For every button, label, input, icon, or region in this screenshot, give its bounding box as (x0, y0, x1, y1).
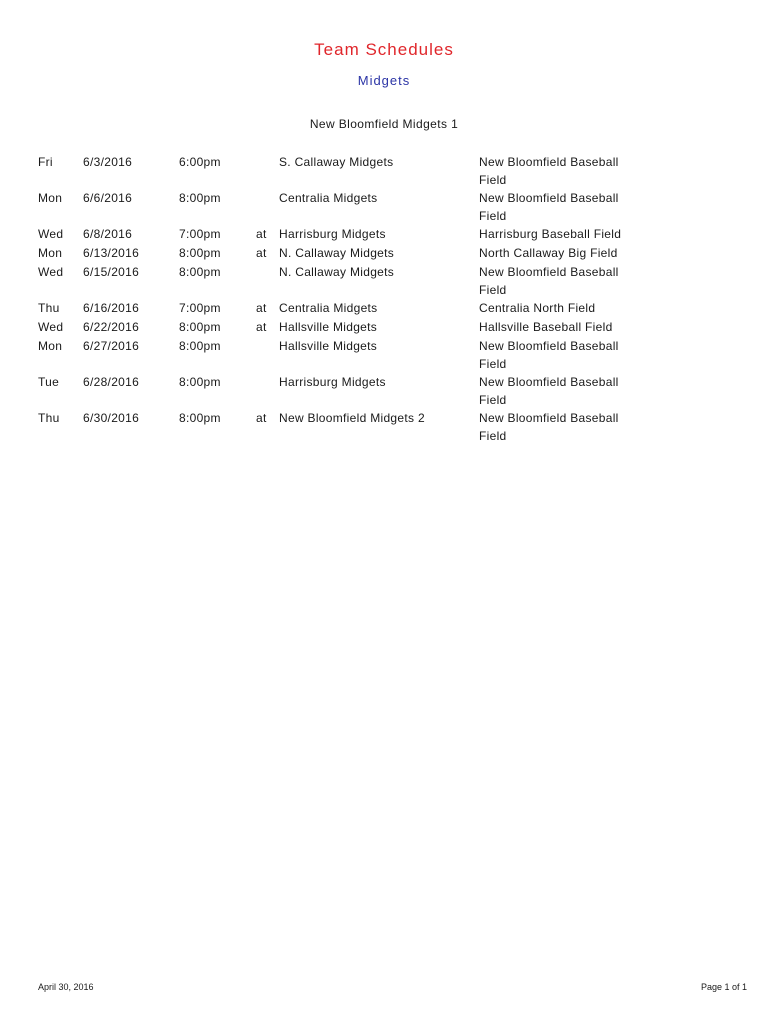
game-date: 6/3/2016 (83, 155, 133, 169)
game-day: Tue (38, 375, 60, 389)
opponent: S. Callaway Midgets (279, 155, 394, 169)
game-time: 8:00pm (179, 320, 221, 334)
schedule-row (0, 373, 768, 409)
schedule-row (0, 225, 768, 243)
opponent: Harrisburg Midgets (279, 227, 386, 241)
schedule-row (0, 189, 768, 225)
away-marker: at (256, 301, 267, 315)
game-location: New Bloomfield Baseball Field (479, 191, 619, 223)
game-time: 6:00pm (179, 155, 221, 169)
game-day: Thu (38, 411, 60, 425)
game-time: 7:00pm (179, 227, 221, 241)
game-date: 6/8/2016 (83, 227, 133, 241)
game-time: 8:00pm (179, 339, 221, 353)
game-day: Fri (38, 155, 53, 169)
schedule-row (0, 337, 768, 373)
game-time: 7:00pm (179, 301, 221, 315)
opponent: N. Callaway Midgets (279, 265, 395, 279)
schedule-table (0, 153, 768, 445)
opponent: N. Callaway Midgets (279, 246, 395, 260)
away-marker: at (256, 320, 267, 334)
game-location: New Bloomfield Baseball Field (479, 339, 619, 371)
game-date: 6/30/2016 (83, 411, 140, 425)
game-date: 6/22/2016 (83, 320, 140, 334)
opponent: Hallsville Midgets (279, 339, 378, 353)
opponent: Harrisburg Midgets (279, 375, 386, 389)
schedule-row (0, 299, 768, 317)
game-day: Wed (38, 227, 64, 241)
opponent: New Bloomfield Midgets 2 (279, 411, 425, 425)
game-date: 6/16/2016 (83, 301, 140, 315)
away-marker: at (256, 411, 267, 425)
page-title: Team Schedules (314, 40, 454, 59)
game-day: Wed (38, 320, 64, 334)
footer-page-number: Page 1 of 1 (700, 982, 747, 992)
away-marker: at (256, 227, 267, 241)
schedule-row (0, 318, 768, 336)
game-location: Harrisburg Baseball Field (479, 227, 622, 241)
schedule-row (0, 153, 768, 189)
opponent: Centralia Midgets (279, 191, 378, 205)
game-time: 8:00pm (179, 375, 221, 389)
game-time: 8:00pm (179, 191, 221, 205)
game-day: Wed (38, 265, 64, 279)
game-time: 8:00pm (179, 265, 221, 279)
footer-print-date: April 30, 2016 (38, 982, 94, 992)
game-date: 6/28/2016 (83, 375, 140, 389)
game-day: Mon (38, 339, 63, 353)
game-date: 6/13/2016 (83, 246, 140, 260)
team-name: New Bloomfield Midgets 1 (309, 117, 459, 131)
opponent: Hallsville Midgets (279, 320, 378, 334)
game-location: Hallsville Baseball Field (479, 320, 613, 334)
game-time: 8:00pm (179, 411, 221, 425)
game-location: Centralia North Field (479, 301, 596, 315)
division-title: Midgets (357, 73, 411, 88)
game-location: New Bloomfield Baseball Field (479, 375, 619, 407)
game-location: New Bloomfield Baseball Field (479, 155, 619, 187)
away-marker: at (256, 246, 267, 260)
game-date: 6/6/2016 (83, 191, 133, 205)
game-location: North Callaway Big Field (479, 246, 618, 260)
opponent: Centralia Midgets (279, 301, 378, 315)
schedule-row (0, 263, 768, 299)
game-date: 6/15/2016 (83, 265, 140, 279)
schedule-row (0, 409, 768, 445)
game-day: Mon (38, 246, 63, 260)
game-time: 8:00pm (179, 246, 221, 260)
game-date: 6/27/2016 (83, 339, 140, 353)
game-location: New Bloomfield Baseball Field (479, 265, 619, 297)
game-day: Mon (38, 191, 63, 205)
game-location: New Bloomfield Baseball Field (479, 411, 619, 443)
game-day: Thu (38, 301, 60, 315)
schedule-row (0, 244, 768, 262)
